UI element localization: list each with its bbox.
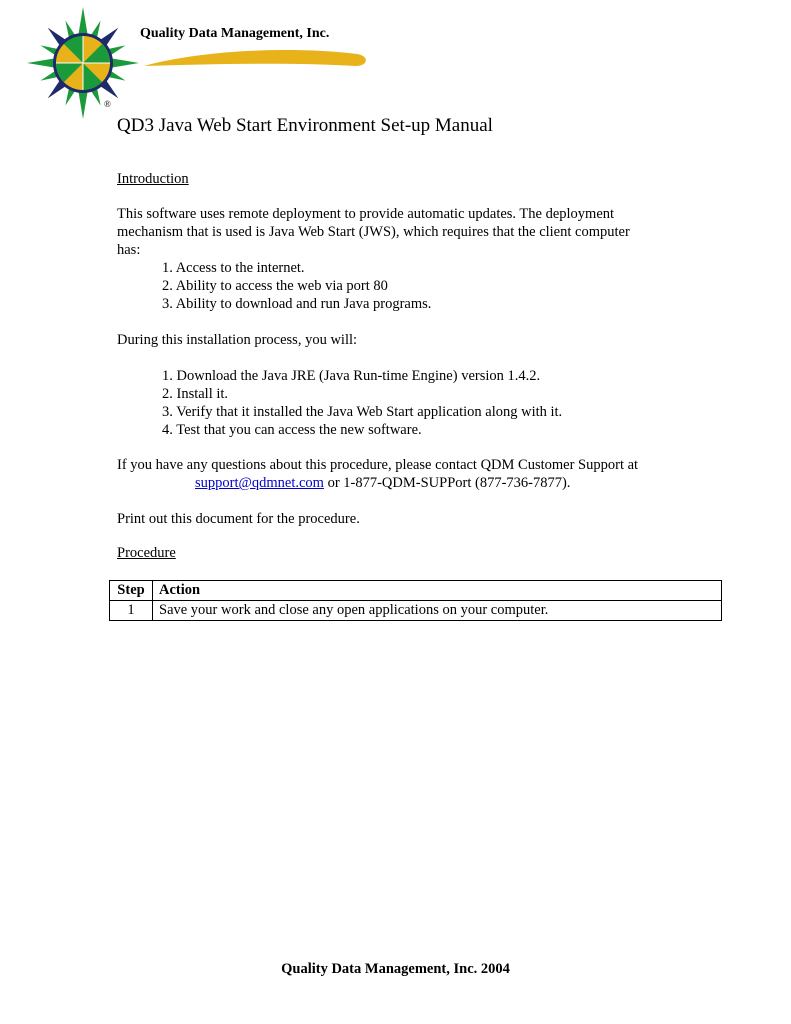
process-lead: During this installation process, you will:	[117, 332, 358, 348]
intro-line: has:	[117, 242, 141, 258]
intro-line: This software uses remote deployment to provide automatic updates. The deployment	[117, 206, 615, 222]
column-header-step: Step	[110, 581, 153, 601]
requirement-item: 1. Access to the internet.	[162, 260, 305, 276]
step-number: 1	[110, 601, 153, 621]
table-header-row	[110, 581, 722, 601]
support-email-link[interactable]: support@qdmnet.com	[195, 475, 324, 491]
process-step: 1. Download the Java JRE (Java Run-time Engine) version 1.4.2.	[162, 368, 541, 384]
intro-heading: Introduction	[117, 171, 189, 187]
print-note: Print out this document for the procedure.	[117, 511, 360, 527]
column-header-action: Action	[153, 581, 722, 601]
page-title: QD3 Java Web Start Environment Set-up Manual	[117, 115, 493, 136]
support-contact	[195, 475, 570, 492]
support-phone: or 1-877-QDM-SUPPort (877-736-7877).	[323, 475, 571, 491]
registered-mark: ®	[104, 99, 111, 109]
process-step: 2. Install it.	[162, 386, 229, 402]
step-action: Save your work and close any open applications on your computer.	[153, 601, 722, 621]
procedure-heading: Procedure	[117, 545, 176, 561]
company-logo-icon	[26, 6, 140, 120]
support-text: If you have any questions about this procedure, please contact QDM Customer Support at	[117, 457, 639, 473]
process-step: 4. Test that you can access the new software.	[162, 422, 422, 438]
swoosh-decoration	[142, 44, 370, 74]
page-footer: Quality Data Management, Inc. 2004	[281, 961, 510, 977]
intro-line: mechanism that is used is Java Web Start (JWS), which requires that the client computer	[117, 224, 630, 240]
table-row	[110, 601, 722, 621]
process-step: 3. Verify that it installed the Java Web Start application along with it.	[162, 404, 563, 420]
procedure-table	[109, 580, 722, 621]
requirement-item: 3. Ability to download and run Java programs.	[162, 296, 432, 312]
company-name: Quality Data Management, Inc.	[140, 26, 330, 41]
requirement-item: 2. Ability to access the web via port 80	[162, 278, 388, 294]
